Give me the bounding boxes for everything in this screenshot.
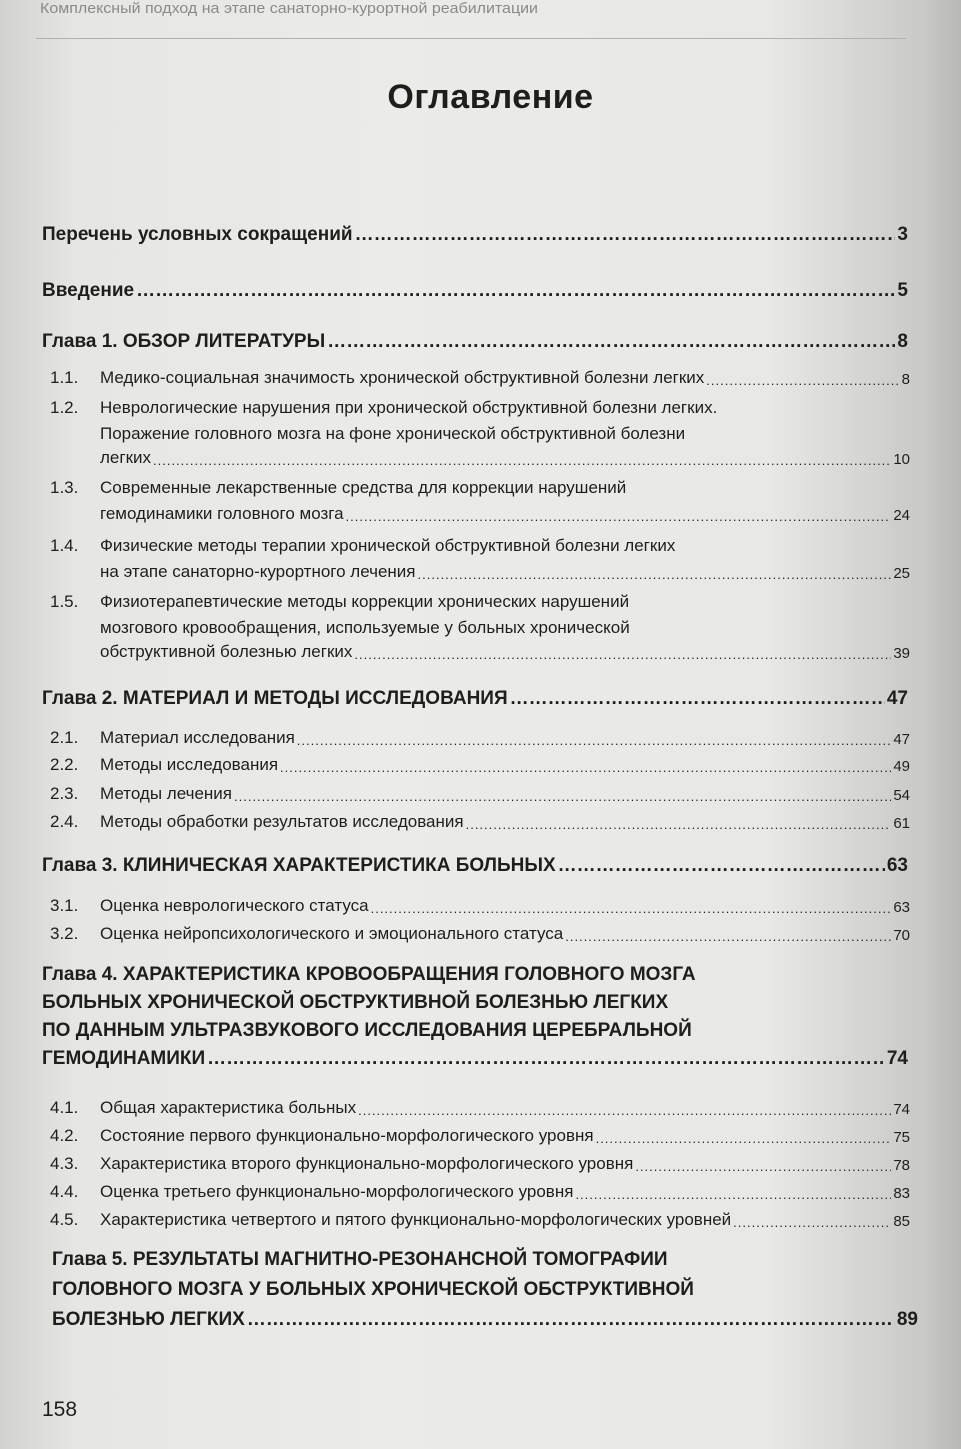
toc-entry-section-4-2[interactable]: 4.2. Состояние первого функционально-морфологического уровня ..... 75 <box>50 1124 910 1146</box>
running-head: Комплексный подход на этапе санаторно-курортной реабилитации <box>40 1 538 17</box>
toc-entry-section-1-5[interactable]: 1.5. Физиотерапевтические методы коррекции хронических нарушений мозгового кровообращения, используемые у больных хронической обструктивной болезнью легких ..... 39 <box>50 586 910 666</box>
page-ref: 54 <box>893 787 910 804</box>
toc-entry-section-1-2[interactable]: 1.2. Неврологические нарушения при хронической обструктивной болезни легких. Поражение головного мозга на фоне хронической обструктивной болезни легких ..... 10 <box>50 392 910 472</box>
toc-entry-section-1-3[interactable]: 1.3. Современные лекарственные средства для коррекции нарушений гемодинамики головного мозга ..... 24 <box>50 472 910 528</box>
toc-entry-section-3-1[interactable]: 3.1. Оценка неврологического статуса ..... 63 <box>50 894 910 916</box>
page-ref: 47 <box>893 731 910 748</box>
page-ref: 10 <box>893 451 910 468</box>
toc-entry-section-2-2[interactable]: 2.2. Методы исследования ..... 49 <box>50 753 910 775</box>
toc-entry-chapter-3[interactable]: Глава 3. КЛИНИЧЕСКАЯ ХАРАКТЕРИСТИКА БОЛЬНЫХ …………………………………………………………………………………………………………………………………………………………………………………………………………… 63 <box>42 851 908 877</box>
toc-entry-section-1-4[interactable]: 1.4. Физические методы терапии хронической обструктивной болезни легких на этапе санаторно-курортного лечения ..... 25 <box>50 530 910 586</box>
page-ref: 24 <box>893 507 910 524</box>
toc-entry-section-4-3[interactable]: 4.3. Характеристика второго функционально-морфологического уровня ..... 78 <box>50 1152 910 1174</box>
toc-entry-section-2-4[interactable]: 2.4. Методы обработки результатов исследования ..... 61 <box>50 810 910 832</box>
page-ref: 63 <box>893 899 910 916</box>
page-ref: 5 <box>897 280 908 301</box>
toc-entry-introduction[interactable]: Введение …………………………………………………………………………………………………………………………………………………………………………………………………………… 5 <box>42 278 908 302</box>
toc-entry-chapter-5[interactable]: Глава 5. РЕЗУЛЬТАТЫ МАГНИТНО-РЕЗОНАНСНОЙ ТОМОГРАФИИ ГОЛОВНОГО МОЗГА У БОЛЬНЫХ ХРОНИЧЕСКОЙ ОБСТРУКТИВНОЙ БОЛЕЗНЬЮ ЛЕГКИХ …………………………………………………………………………………………………………………………………………………………………………………………………………… 89 <box>52 1245 918 1341</box>
page-ref: 74 <box>893 1101 910 1118</box>
toc-entry-section-4-5[interactable]: 4.5. Характеристика четвертого и пятого функционально-морфологических уровней ..... 85 <box>50 1208 910 1230</box>
page-ref: 78 <box>893 1157 910 1174</box>
page-title: Оглавление <box>387 78 594 116</box>
toc-entry-chapter-1[interactable]: Глава 1. ОБЗОР ЛИТЕРАТУРЫ …………………………………………………………………………………………………………………………………………………………………………………………………………… 8 <box>42 329 908 353</box>
toc-entry-section-4-1[interactable]: 4.1. Общая характеристика больных ..... 74 <box>50 1096 910 1118</box>
toc-entry-section-2-1[interactable]: 2.1. Материал исследования ..... 47 <box>50 726 910 748</box>
page-ref: 89 <box>896 1309 918 1330</box>
page-ref: 8 <box>901 371 910 388</box>
page-ref: 83 <box>893 1185 910 1202</box>
page-ref: 3 <box>897 224 908 245</box>
page-ref: 75 <box>893 1129 910 1146</box>
page-ref: 39 <box>893 645 910 662</box>
page-ref: 74 <box>886 1048 908 1069</box>
page-ref: 70 <box>893 927 910 944</box>
toc-entry-section-1-1[interactable]: 1.1. Медико-социальная значимость хронической обструктивной болезни легких ..... 8 <box>50 366 910 390</box>
toc-entry-section-4-4[interactable]: 4.4. Оценка третьего функционально-морфологического уровня ..... 83 <box>50 1180 910 1202</box>
page-ref: 63 <box>886 855 908 876</box>
page-ref: 49 <box>893 758 910 775</box>
toc-entry-chapter-2[interactable]: Глава 2. МАТЕРИАЛ И МЕТОДЫ ИССЛЕДОВАНИЯ …………………………………………………………………………………………………………………………………………………………………………………………………………… 47 <box>42 684 908 710</box>
toc-entry-section-2-3[interactable]: 2.3. Методы лечения ..... 54 <box>50 782 910 804</box>
toc-entry-abbreviations[interactable]: Перечень условных сокращений …………………………………………………………………………………………………………………………………………………………………………………………………………… 3 <box>42 222 908 246</box>
header-rule <box>36 38 906 39</box>
page-ref: 61 <box>893 815 910 832</box>
page-ref: 47 <box>886 688 908 709</box>
page-number: 158 <box>42 1398 78 1421</box>
page-ref: 25 <box>893 565 910 582</box>
page-ref: 8 <box>897 331 908 352</box>
page-ref: 85 <box>893 1213 910 1230</box>
toc-entry-section-3-2[interactable]: 3.2. Оценка нейропсихологического и эмоционального статуса ..... 70 <box>50 922 910 944</box>
toc-entry-chapter-4[interactable]: Глава 4. ХАРАКТЕРИСТИКА КРОВООБРАЩЕНИЯ ГОЛОВНОГО МОЗГА БОЛЬНЫХ ХРОНИЧЕСКОЙ ОБСТРУКТИВНОЙ БОЛЕЗНЬЮ ЛЕГКИХ ПО ДАННЫМ УЛЬТРАЗВУКОВОГО ИССЛЕДОВАНИЯ ЦЕРЕБРАЛЬНОЙ ГЕМОДИНАМИКИ …………………………………………………………………………………………………………………………………………………………………………………………………………… 74 <box>42 960 908 1080</box>
